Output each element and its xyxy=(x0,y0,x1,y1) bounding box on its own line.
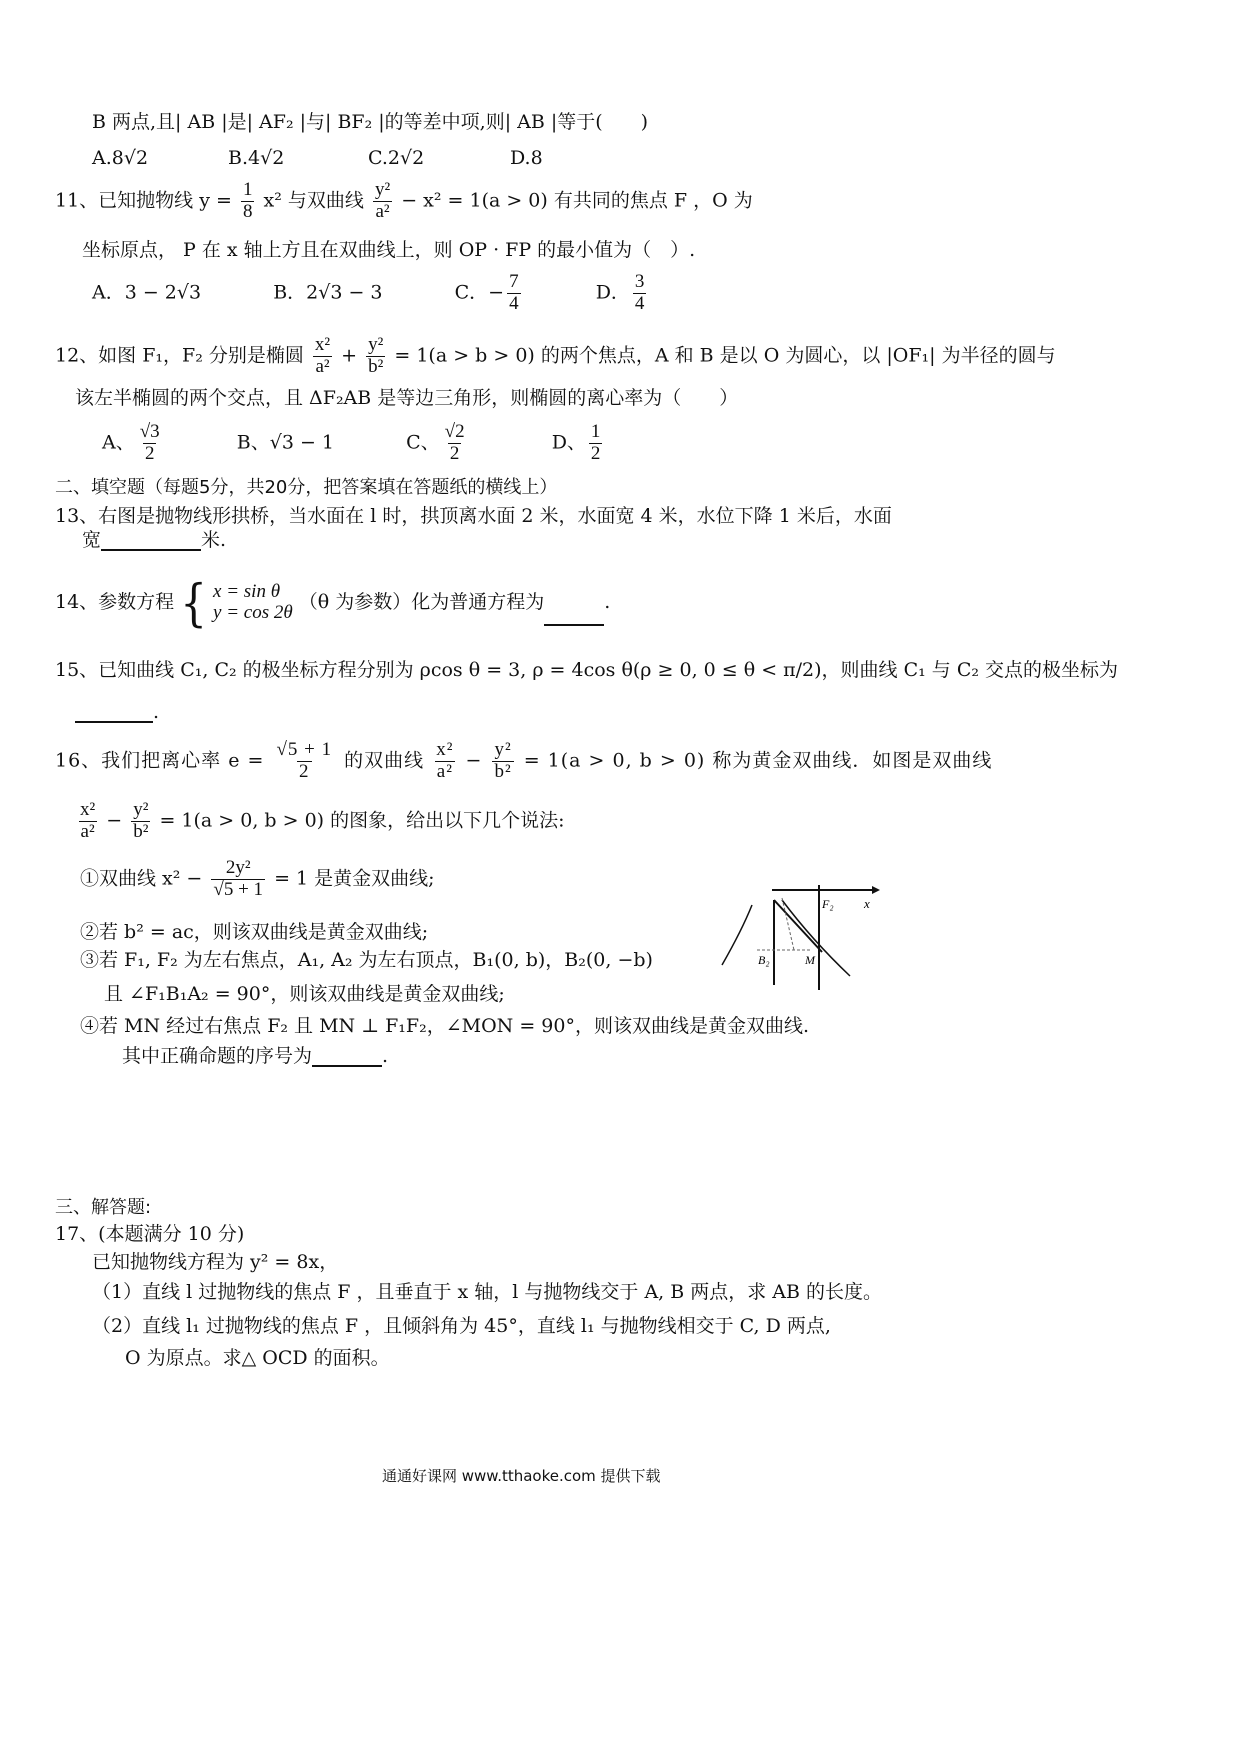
q12-option-c-den: 2 xyxy=(449,442,460,464)
q11-text-b: x² 与双曲线 xyxy=(263,189,364,212)
figure-label-b2: B₂ xyxy=(758,953,770,967)
q12-frac2-den: b² xyxy=(368,355,384,377)
q16-h2-den: b² xyxy=(494,760,512,782)
q14-line xyxy=(55,572,611,632)
q16-text-pre: 16、我们把离心率 e = xyxy=(55,749,265,772)
figure-axis-arrow xyxy=(872,886,880,894)
q11-line1 xyxy=(55,180,753,223)
q16-statement-1 xyxy=(80,858,435,901)
q11-options xyxy=(92,272,649,315)
q13-line1: 13、右图是抛物线形拱桥，当水面在 l 时，拱顶离水面 2 米，水面宽 4 米，水位下降 1 米后，水面 xyxy=(55,505,892,527)
q16-statement-3b: 且 ∠F₁B₁A₂ = 90°，则该双曲线是黄金双曲线; xyxy=(104,983,505,1005)
q12-option-a-den: 2 xyxy=(144,442,155,464)
figure-right-branch xyxy=(782,900,850,976)
q10-option-b: B.4√2 xyxy=(228,147,285,169)
q11-frac2 xyxy=(373,180,392,223)
q12-option-a: A、 xyxy=(102,431,135,454)
q16-s1-post: = 1 是黄金双曲线; xyxy=(274,867,435,890)
q10-tail: B 两点,且| AB |是| AF₂ |与| BF₂ |的等差中项,则| AB |等于( ) xyxy=(92,111,649,133)
q17-part2b: O 为原点。求△ OCD 的面积。 xyxy=(125,1347,390,1369)
q12-option-d-den: 2 xyxy=(590,442,601,464)
q16-ask-text: 其中正确命题的序号为 xyxy=(122,1045,313,1067)
figure-label-f2: F₂ xyxy=(822,897,834,911)
q16-h2b-frac xyxy=(131,800,150,843)
q11-frac2-den: a² xyxy=(375,200,390,222)
q11-frac1-den: 8 xyxy=(242,200,253,222)
q11-option-c: C．− xyxy=(454,281,505,304)
q14-system xyxy=(213,582,293,624)
q11-option-a: A．3 − 2√3 xyxy=(92,281,202,304)
q17-part1: （1）直线 l 过抛物线的焦点 F ，且垂直于 x 轴，l 与抛物线交于 A, B 两点，求 AB 的长度。 xyxy=(92,1281,883,1303)
figure-label-m: M xyxy=(805,953,815,967)
q16-h2b-den: b² xyxy=(133,820,149,842)
q14-eq1: x = sin θ xyxy=(213,581,281,603)
q11-line2: 坐标原点， P 在 x 轴上方且在双曲线上，则 OP · FP 的最小值为（ ）. xyxy=(82,239,696,261)
q16-text-end: . xyxy=(382,1045,389,1067)
figure-diagonal xyxy=(774,900,822,952)
q16-s1-frac xyxy=(211,858,265,901)
q13-text-b: 米. xyxy=(201,529,227,551)
q12-option-c: C、 xyxy=(406,431,440,454)
q12-option-d-frac xyxy=(589,422,603,465)
q16-e-num: √5 + 1 xyxy=(276,739,333,760)
q10-option-c: C.2√2 xyxy=(368,147,425,169)
q12-text-a: 12、如图 F₁，F₂ 分别是椭圆 xyxy=(55,344,304,367)
q11-option-d-den: 4 xyxy=(634,292,645,314)
q16-statement-2: ②若 b² = ac，则该双曲线是黄金双曲线; xyxy=(80,921,429,943)
q14-brace: { xyxy=(180,572,207,632)
q14-text-post: （θ 为参数）化为普通方程为 xyxy=(298,591,545,614)
q16-h1-num: x² xyxy=(436,739,454,760)
q11-option-d: D． xyxy=(595,281,630,304)
q15-text-end: . xyxy=(153,701,160,723)
q16-statement-3: ③若 F₁, F₂ 为左右焦点，A₁, A₂ 为左右顶点，B₁(0, b)，B₂(0, −b) xyxy=(80,949,653,971)
q12-option-c-frac xyxy=(443,422,467,465)
q16-text-line2: = 1(a > 0, b > 0) 的图象，给出以下几个说法: xyxy=(159,809,565,832)
q12-option-d: D、 xyxy=(551,431,586,454)
q13-text-a: 宽 xyxy=(82,529,102,551)
q11-frac1-num: 1 xyxy=(242,179,253,200)
q11-option-b: B．2√3 − 3 xyxy=(273,281,383,304)
q16-h1b-num: x² xyxy=(80,799,96,820)
q11-option-d-frac xyxy=(633,272,647,315)
q12-option-d-num: 1 xyxy=(590,421,601,442)
q14-eq2: y = cos 2θ xyxy=(213,602,293,624)
q12-plus: + xyxy=(341,344,358,367)
q10-option-a: A.8√2 xyxy=(92,147,149,169)
q16-h2-frac xyxy=(492,740,513,783)
q12-frac2 xyxy=(366,335,385,378)
q16-ask xyxy=(122,1046,388,1067)
page-footer: 通通好课网 www.tthaoke.com 提供下载 xyxy=(382,1467,661,1485)
q16-h1b-frac xyxy=(78,800,97,843)
q17-given: 已知抛物线方程为 y² = 8x， xyxy=(92,1251,339,1273)
q16-minus: − xyxy=(465,749,483,772)
q16-h2b-num: y² xyxy=(133,799,149,820)
q16-h2-num: y² xyxy=(494,739,512,760)
section-3-heading: 三、解答题: xyxy=(55,1197,152,1218)
q12-line2: 该左半椭圆的两个交点，且 ΔF₂AB 是等边三角形，则椭圆的离心率为（ ） xyxy=(75,387,739,409)
q15-answer-blank[interactable] xyxy=(75,703,153,723)
q16-line1 xyxy=(55,740,992,783)
q12-text-b: = 1(a > b > 0) 的两个焦点，A 和 B 是以 O 为圆心，以 |OF₁| 为半径的圆与 xyxy=(394,344,1056,367)
q11-option-d-num: 3 xyxy=(634,271,645,292)
q11-option-c-frac xyxy=(507,272,521,315)
q12-frac1-den: a² xyxy=(315,355,330,377)
figure-left-branch xyxy=(722,905,752,965)
q16-e-den: 2 xyxy=(299,760,310,782)
q16-s1-num: 2y² xyxy=(225,857,251,878)
q11-frac1 xyxy=(241,180,255,223)
q12-frac2-num: y² xyxy=(368,334,384,355)
q14-text-end: . xyxy=(604,591,611,614)
q11-option-c-num: 7 xyxy=(509,271,519,292)
q17-head: 17、(本题满分 10 分) xyxy=(55,1223,245,1245)
figure-dashed-line xyxy=(782,898,794,950)
q11-option-c-den: 4 xyxy=(509,292,519,314)
q16-minus-b: − xyxy=(106,809,123,832)
q14-text-pre: 14、参数方程 xyxy=(55,591,175,614)
figure-label-x: x xyxy=(864,896,870,911)
q16-h1-frac xyxy=(434,740,455,783)
q16-statement-4: ④若 MN 经过右焦点 F₂ 且 MN ⊥ F₁F₂，∠MON = 90°，则该双曲线是黄金双曲线. xyxy=(80,1015,809,1037)
q10-option-d: D.8 xyxy=(510,147,543,169)
q16-h1-den: a² xyxy=(436,760,453,782)
q14-answer-blank[interactable] xyxy=(544,606,604,626)
q12-line1 xyxy=(55,335,1056,378)
q16-h1b-den: a² xyxy=(80,820,95,842)
q12-option-a-num: √3 xyxy=(139,421,160,442)
q16-e-frac xyxy=(274,740,334,783)
q12-options xyxy=(102,422,605,465)
q12-option-a-frac xyxy=(138,422,162,465)
q12-frac1-num: x² xyxy=(314,334,331,355)
q11-text-a: 11、已知抛物线 y = xyxy=(55,189,232,212)
q11-frac2-num: y² xyxy=(374,179,391,200)
section-2-heading: 二、填空题（每题5分，共20分，把答案填在答题纸的横线上） xyxy=(55,477,558,498)
q11-text-c: − x² = 1(a > 0) 有共同的焦点 F ，O 为 xyxy=(401,189,753,212)
q13-answer-blank[interactable] xyxy=(101,531,201,551)
q12-option-c-num: √2 xyxy=(444,421,465,442)
q12-option-b: B、√3 − 1 xyxy=(236,431,335,454)
q16-s1-den: √5 + 1 xyxy=(213,878,264,900)
q16-answer-blank[interactable] xyxy=(312,1047,382,1067)
q16-s1-pre: ①双曲线 x² − xyxy=(80,867,203,890)
q16-text-post: = 1(a > 0, b > 0) 称为黄金双曲线．如图是双曲线 xyxy=(523,749,993,772)
hyperbola-figure xyxy=(712,880,892,992)
q15-line2 xyxy=(75,702,159,723)
q16-line2 xyxy=(75,800,565,843)
q16-text-mid: 的双曲线 xyxy=(344,749,425,772)
q15-line1: 15、已知曲线 C₁, C₂ 的极坐标方程分别为 ρcos θ = 3, ρ = 4cos θ(ρ ≥ 0, 0 ≤ θ < π/2)，则曲线 C₁ 与 C₂ 交点的极坐标为 xyxy=(55,659,1119,681)
q12-frac1 xyxy=(313,335,332,378)
q13-line2 xyxy=(82,530,226,551)
q17-part2: （2）直线 l₁ 过抛物线的焦点 F ，且倾斜角为 45°，直线 l₁ 与抛物线相交于 C, D 两点, xyxy=(92,1315,831,1337)
